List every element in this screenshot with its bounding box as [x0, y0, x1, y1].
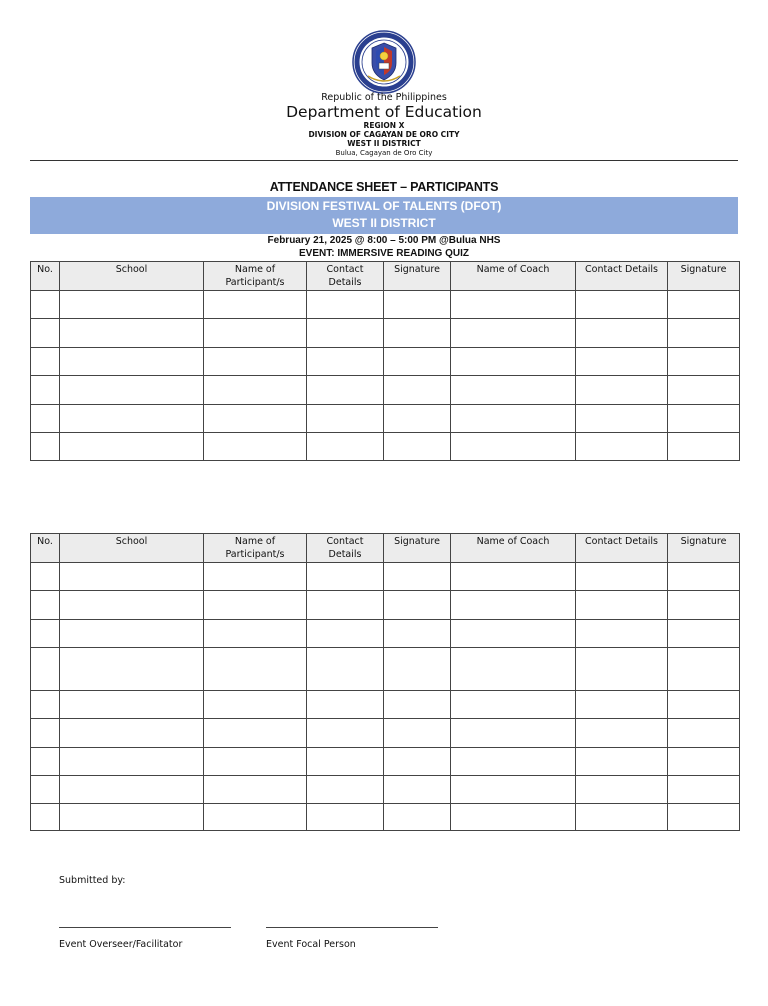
- table-row: [31, 719, 740, 748]
- region-label: REGION X: [363, 121, 405, 130]
- table-row: [31, 319, 740, 348]
- table-cell[interactable]: [576, 748, 668, 776]
- table-cell[interactable]: [31, 691, 60, 719]
- table-cell[interactable]: [451, 691, 576, 719]
- table-row: [31, 648, 740, 691]
- banner-line-1: DIVISION FESTIVAL OF TALENTS (DFOT): [266, 199, 502, 213]
- column-header: Contact Details: [307, 534, 384, 563]
- table-cell[interactable]: [204, 433, 307, 461]
- table-cell[interactable]: [307, 433, 384, 461]
- table-cell[interactable]: [451, 376, 576, 405]
- table-row: [31, 691, 740, 719]
- table-cell[interactable]: [576, 405, 668, 433]
- table-cell[interactable]: [60, 620, 204, 648]
- table-cell[interactable]: [204, 620, 307, 648]
- table-cell[interactable]: [60, 433, 204, 461]
- column-header: Name of Coach: [451, 262, 576, 291]
- table-cell[interactable]: [576, 433, 668, 461]
- table-cell[interactable]: [31, 319, 60, 348]
- column-header: Name of Participant/s: [204, 262, 307, 291]
- table-cell[interactable]: [204, 804, 307, 831]
- column-header: No.: [31, 262, 60, 291]
- table-cell[interactable]: [204, 648, 307, 691]
- column-header: Name of Coach: [451, 534, 576, 563]
- table-cell[interactable]: [384, 804, 451, 831]
- table-row: [31, 348, 740, 376]
- table-cell[interactable]: [576, 376, 668, 405]
- table-cell[interactable]: [384, 776, 451, 804]
- table-cell[interactable]: [60, 291, 204, 319]
- table-cell[interactable]: [31, 348, 60, 376]
- table-cell[interactable]: [451, 348, 576, 376]
- table-cell[interactable]: [451, 319, 576, 348]
- table-cell[interactable]: [204, 591, 307, 620]
- table-cell[interactable]: [60, 405, 204, 433]
- table-cell[interactable]: [31, 748, 60, 776]
- table-cell[interactable]: [451, 591, 576, 620]
- table-cell[interactable]: [307, 563, 384, 591]
- column-header: Signature: [384, 534, 451, 563]
- table-cell[interactable]: [384, 348, 451, 376]
- table-cell[interactable]: [576, 591, 668, 620]
- column-header: Name of Participant/s: [204, 534, 307, 563]
- table-cell[interactable]: [204, 776, 307, 804]
- table-cell[interactable]: [576, 563, 668, 591]
- column-header: Signature: [668, 534, 740, 563]
- table-cell[interactable]: [31, 591, 60, 620]
- column-header: Signature: [384, 262, 451, 291]
- district-label: WEST II DISTRICT: [347, 139, 421, 148]
- table-cell[interactable]: [668, 620, 740, 648]
- table-cell[interactable]: [668, 348, 740, 376]
- table-cell[interactable]: [668, 776, 740, 804]
- republic-label: Republic of the Philippines: [321, 92, 447, 103]
- table-cell[interactable]: [576, 648, 668, 691]
- table-cell[interactable]: [204, 348, 307, 376]
- table-cell[interactable]: [384, 691, 451, 719]
- sheet-title: ATTENDANCE SHEET – PARTICIPANTS: [269, 180, 499, 194]
- table-cell[interactable]: [307, 691, 384, 719]
- table-cell[interactable]: [668, 433, 740, 461]
- table-row: [31, 376, 740, 405]
- overseer-label: Event Overseer/Facilitator: [59, 939, 183, 950]
- table-cell[interactable]: [668, 591, 740, 620]
- table-row: [31, 433, 740, 461]
- table-cell[interactable]: [204, 376, 307, 405]
- table-cell[interactable]: [204, 319, 307, 348]
- table-cell[interactable]: [451, 804, 576, 831]
- table-row: [31, 563, 740, 591]
- column-header: Signature: [668, 262, 740, 291]
- table-cell[interactable]: [60, 776, 204, 804]
- table-cell[interactable]: [60, 719, 204, 748]
- table-cell[interactable]: [576, 719, 668, 748]
- table-cell[interactable]: [307, 376, 384, 405]
- table-cell[interactable]: [451, 291, 576, 319]
- table-cell[interactable]: [307, 748, 384, 776]
- signature-line-focal: [266, 927, 438, 928]
- table-cell[interactable]: [307, 319, 384, 348]
- table-cell[interactable]: [60, 376, 204, 405]
- table-cell[interactable]: [576, 776, 668, 804]
- signature-line-overseer: [59, 927, 231, 928]
- table-cell[interactable]: [384, 376, 451, 405]
- table-cell[interactable]: [384, 591, 451, 620]
- table-cell[interactable]: [668, 405, 740, 433]
- table-cell[interactable]: [668, 563, 740, 591]
- table-cell[interactable]: [204, 691, 307, 719]
- table-cell[interactable]: [204, 291, 307, 319]
- table-row: [31, 804, 740, 831]
- table-header-row: [31, 262, 740, 291]
- deped-seal-icon: [352, 30, 416, 94]
- column-header: Contact Details: [576, 534, 668, 563]
- table-cell[interactable]: [31, 719, 60, 748]
- table-cell[interactable]: [31, 776, 60, 804]
- table-cell[interactable]: [668, 319, 740, 348]
- table-cell[interactable]: [31, 405, 60, 433]
- header-divider: [30, 160, 738, 161]
- table-cell[interactable]: [204, 405, 307, 433]
- column-header: Contact Details: [576, 262, 668, 291]
- table-cell[interactable]: [451, 563, 576, 591]
- table-cell[interactable]: [451, 748, 576, 776]
- table-cell[interactable]: [384, 620, 451, 648]
- table-cell[interactable]: [31, 620, 60, 648]
- table-cell[interactable]: [31, 291, 60, 319]
- column-header: No.: [31, 534, 60, 563]
- table-cell[interactable]: [451, 433, 576, 461]
- table-cell[interactable]: [576, 319, 668, 348]
- table-cell[interactable]: [60, 319, 204, 348]
- table-cell[interactable]: [307, 405, 384, 433]
- table-cell[interactable]: [384, 648, 451, 691]
- banner-line-2: WEST II DISTRICT: [332, 216, 436, 230]
- table-cell[interactable]: [576, 291, 668, 319]
- column-header: School: [60, 534, 204, 563]
- division-label: DIVISION OF CAGAYAN DE ORO CITY: [308, 130, 460, 139]
- table-cell[interactable]: [204, 748, 307, 776]
- table-cell[interactable]: [576, 691, 668, 719]
- column-header: Contact Details: [307, 262, 384, 291]
- table-cell[interactable]: [576, 348, 668, 376]
- table-cell[interactable]: [31, 376, 60, 405]
- address-label: Bulua, Cagayan de Oro City: [335, 149, 433, 157]
- table-cell[interactable]: [204, 563, 307, 591]
- focal-person-label: Event Focal Person: [266, 939, 356, 950]
- table-cell[interactable]: [307, 620, 384, 648]
- table-cell[interactable]: [31, 433, 60, 461]
- table-cell[interactable]: [384, 405, 451, 433]
- table-header-row: [31, 534, 740, 563]
- table-cell[interactable]: [384, 719, 451, 748]
- table-cell[interactable]: [60, 648, 204, 691]
- table-cell[interactable]: [384, 563, 451, 591]
- table-cell[interactable]: [31, 804, 60, 831]
- table-cell[interactable]: [576, 620, 668, 648]
- table-cell[interactable]: [668, 291, 740, 319]
- table-row: [31, 591, 740, 620]
- attendance-table-2: [30, 533, 740, 831]
- table-cell[interactable]: [451, 719, 576, 748]
- event-banner: [30, 197, 738, 234]
- table-cell[interactable]: [668, 648, 740, 691]
- table-cell[interactable]: [60, 591, 204, 620]
- table-row: [31, 620, 740, 648]
- table-cell[interactable]: [204, 719, 307, 748]
- table-cell[interactable]: [307, 719, 384, 748]
- event-name: EVENT: IMMERSIVE READING QUIZ: [298, 248, 469, 259]
- table-cell[interactable]: [307, 291, 384, 319]
- table-cell[interactable]: [60, 691, 204, 719]
- table-cell[interactable]: [307, 591, 384, 620]
- attendance-table-1: [30, 261, 740, 461]
- table-row: [31, 748, 740, 776]
- table-cell[interactable]: [307, 804, 384, 831]
- table-row: [31, 776, 740, 804]
- table-cell[interactable]: [60, 748, 204, 776]
- table-cell[interactable]: [384, 433, 451, 461]
- department-name: Department of Education: [286, 103, 482, 121]
- table-cell[interactable]: [60, 804, 204, 831]
- table-cell[interactable]: [668, 691, 740, 719]
- table-cell[interactable]: [384, 748, 451, 776]
- submitted-by-label: Submitted by:: [59, 875, 126, 886]
- column-header: School: [60, 262, 204, 291]
- table-cell[interactable]: [307, 776, 384, 804]
- table-cell[interactable]: [451, 648, 576, 691]
- table-cell[interactable]: [451, 620, 576, 648]
- event-date: February 21, 2025 @ 8:00 – 5:00 PM @Bulua NHS: [267, 235, 501, 246]
- table-cell[interactable]: [668, 748, 740, 776]
- table-cell[interactable]: [307, 648, 384, 691]
- table-cell[interactable]: [451, 405, 576, 433]
- table-row: [31, 291, 740, 319]
- table-cell[interactable]: [31, 563, 60, 591]
- table-cell[interactable]: [307, 348, 384, 376]
- table-cell[interactable]: [668, 804, 740, 831]
- table-cell[interactable]: [668, 719, 740, 748]
- table-cell[interactable]: [384, 291, 451, 319]
- table-cell[interactable]: [60, 348, 204, 376]
- table-cell[interactable]: [31, 648, 60, 691]
- table-cell[interactable]: [451, 776, 576, 804]
- table-cell[interactable]: [384, 319, 451, 348]
- table-row: [31, 405, 740, 433]
- table-cell[interactable]: [60, 563, 204, 591]
- table-cell[interactable]: [576, 804, 668, 831]
- table-cell[interactable]: [668, 376, 740, 405]
